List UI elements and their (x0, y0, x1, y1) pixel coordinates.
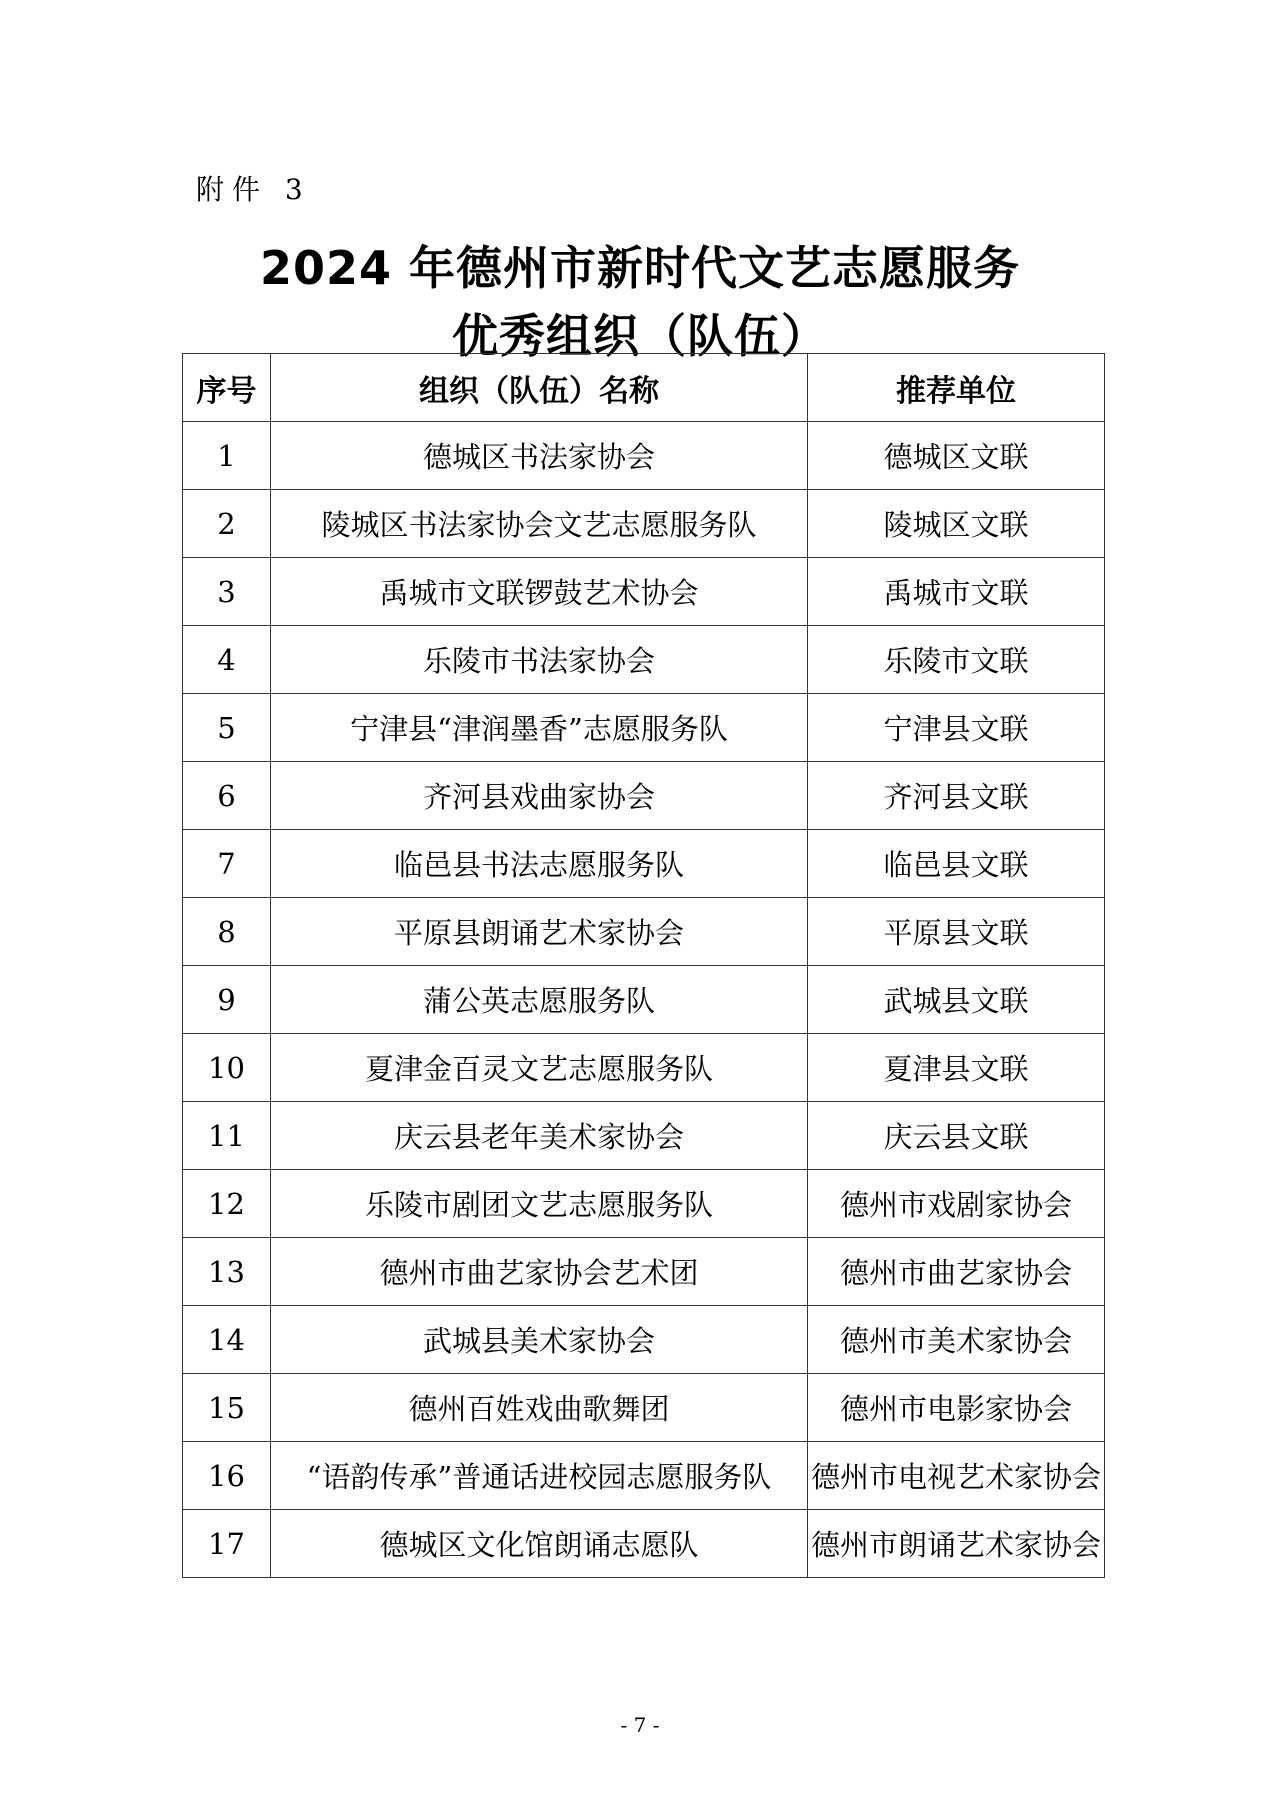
row-number-cell: 13 (183, 1238, 271, 1306)
organization-name-cell: 德城区书法家协会 (271, 422, 808, 490)
table-row (183, 490, 1105, 558)
header-organization-name: 组织（队伍）名称 (271, 354, 808, 422)
table-row (183, 1510, 1105, 1578)
row-number-cell: 3 (183, 558, 271, 626)
recommending-unit-cell: 平原县文联 (808, 898, 1105, 966)
table-row (183, 1034, 1105, 1102)
header-recommending-unit: 推荐单位 (808, 354, 1105, 422)
row-number-cell: 1 (183, 422, 271, 490)
recommending-unit-cell: 德州市电影家协会 (808, 1374, 1105, 1442)
row-number-cell: 8 (183, 898, 271, 966)
organization-name-cell: 德城区文化馆朗诵志愿队 (271, 1510, 808, 1578)
table-row (183, 1442, 1105, 1510)
row-number-cell: 15 (183, 1374, 271, 1442)
table-header-row (183, 354, 1105, 422)
row-number-cell: 2 (183, 490, 271, 558)
organization-name-cell: 庆云县老年美术家协会 (271, 1102, 808, 1170)
recommending-unit-cell: 乐陵市文联 (808, 626, 1105, 694)
organization-name-cell: 乐陵市剧团文艺志愿服务队 (271, 1170, 808, 1238)
recommending-unit-cell: 齐河县文联 (808, 762, 1105, 830)
recommending-unit-cell: 临邑县文联 (808, 830, 1105, 898)
table-row (183, 966, 1105, 1034)
organization-name-cell: 齐河县戏曲家协会 (271, 762, 808, 830)
organization-name-cell: 德州市曲艺家协会艺术团 (271, 1238, 808, 1306)
table-row (183, 898, 1105, 966)
table-row (183, 1306, 1105, 1374)
organization-name-cell: 陵城区书法家协会文艺志愿服务队 (271, 490, 808, 558)
row-number-cell: 11 (183, 1102, 271, 1170)
row-number-cell: 12 (183, 1170, 271, 1238)
document-title-line-2: 优秀组织（队伍） (452, 309, 828, 363)
recommending-unit-cell: 德州市戏剧家协会 (808, 1170, 1105, 1238)
organization-name-cell: “语韵传承”普通话进校园志愿服务队 (271, 1442, 808, 1510)
recommending-unit-cell: 德州市美术家协会 (808, 1306, 1105, 1374)
table-row (183, 762, 1105, 830)
recommending-unit-cell: 德州市电视艺术家协会 (808, 1442, 1105, 1510)
row-number-cell: 10 (183, 1034, 271, 1102)
row-number-cell: 5 (183, 694, 271, 762)
table-row (183, 694, 1105, 762)
organization-name-cell: 乐陵市书法家协会 (271, 626, 808, 694)
recommending-unit-cell: 宁津县文联 (808, 694, 1105, 762)
attachment-label: 附件 3 (196, 173, 311, 206)
row-number-cell: 4 (183, 626, 271, 694)
table-row (183, 1238, 1105, 1306)
row-number-cell: 17 (183, 1510, 271, 1578)
organization-name-cell: 德州百姓戏曲歌舞团 (271, 1374, 808, 1442)
recommending-unit-cell: 陵城区文联 (808, 490, 1105, 558)
page-number: - 7 - (620, 1713, 660, 1737)
organization-name-cell: 武城县美术家协会 (271, 1306, 808, 1374)
table-row (183, 830, 1105, 898)
row-number-cell: 7 (183, 830, 271, 898)
table-row (183, 1374, 1105, 1442)
row-number-cell: 16 (183, 1442, 271, 1510)
recommending-unit-cell: 德州市朗诵艺术家协会 (808, 1510, 1105, 1578)
organization-name-cell: 蒲公英志愿服务队 (271, 966, 808, 1034)
recommending-unit-cell: 夏津县文联 (808, 1034, 1105, 1102)
recommending-unit-cell: 庆云县文联 (808, 1102, 1105, 1170)
table-row (183, 626, 1105, 694)
organization-name-cell: 禹城市文联锣鼓艺术协会 (271, 558, 808, 626)
table-row (183, 1170, 1105, 1238)
table-row (183, 558, 1105, 626)
recommending-unit-cell: 武城县文联 (808, 966, 1105, 1034)
document-title-line-1: 2024 年德州市新时代文艺志愿服务 (259, 241, 1021, 295)
organization-name-cell: 临邑县书法志愿服务队 (271, 830, 808, 898)
organization-name-cell: 宁津县“津润墨香”志愿服务队 (271, 694, 808, 762)
row-number-cell: 6 (183, 762, 271, 830)
header-number: 序号 (183, 354, 271, 422)
organization-table (182, 353, 1105, 1578)
recommending-unit-cell: 德城区文联 (808, 422, 1105, 490)
organization-name-cell: 夏津金百灵文艺志愿服务队 (271, 1034, 808, 1102)
table-row (183, 422, 1105, 490)
recommending-unit-cell: 德州市曲艺家协会 (808, 1238, 1105, 1306)
row-number-cell: 14 (183, 1306, 271, 1374)
table-row (183, 1102, 1105, 1170)
recommending-unit-cell: 禹城市文联 (808, 558, 1105, 626)
organization-name-cell: 平原县朗诵艺术家协会 (271, 898, 808, 966)
row-number-cell: 9 (183, 966, 271, 1034)
